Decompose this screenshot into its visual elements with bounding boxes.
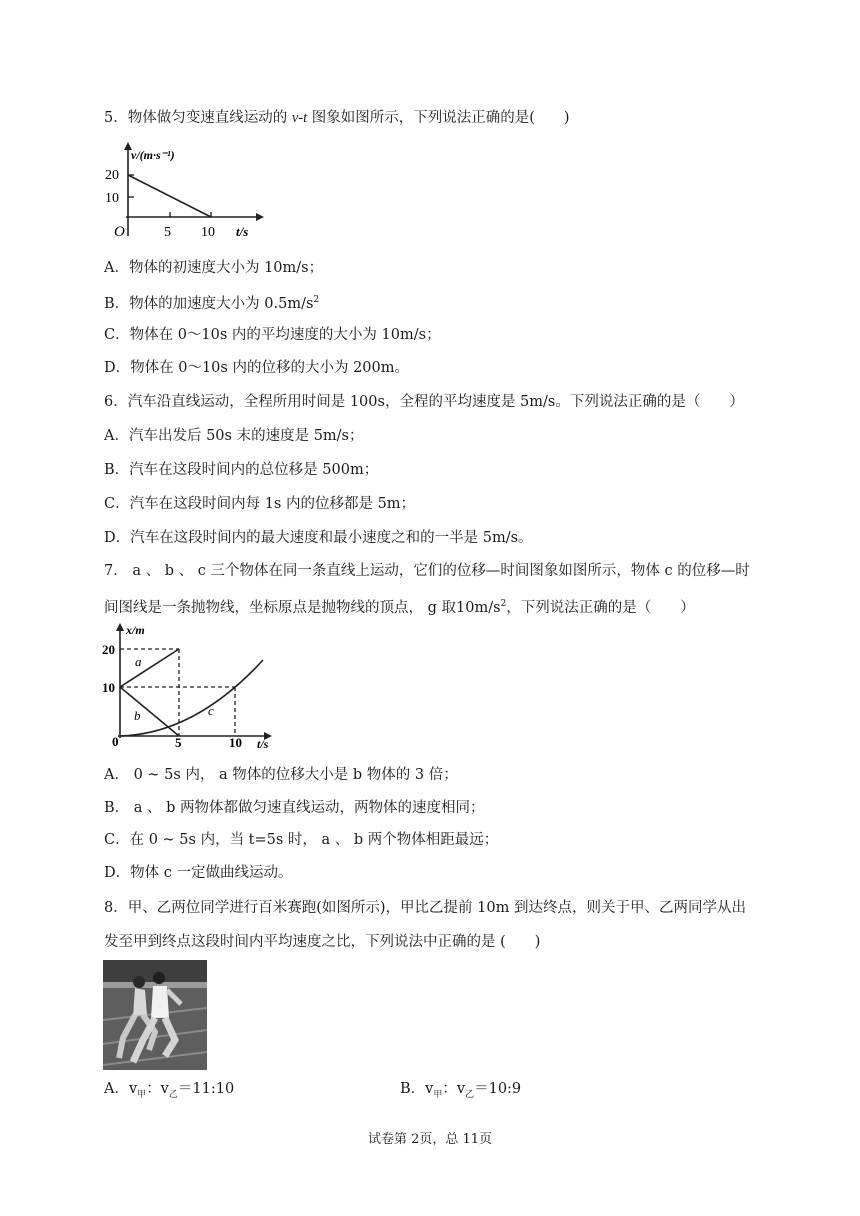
q7-ytick-20: 20 — [102, 642, 115, 657]
q5-option-a: A．物体的初速度大小为 10m/s； — [104, 260, 324, 276]
q5-option-b: B．物体的加速度大小为 $0.5m/s^2$ — [104, 295, 320, 312]
q7-xlabel: t/s — [257, 737, 269, 751]
q7-label-c: c — [208, 703, 214, 718]
q7-origin: 0 — [112, 734, 119, 749]
q7-label-b: b — [134, 708, 141, 723]
q5-stem: 5．物体做匀变速直线运动的 v-t 图象如图所示，下列说法正确的是( ) — [104, 110, 570, 126]
q7-ytick-10: 10 — [102, 680, 115, 695]
q5-option-d: D．物体在 0～10s 内的位移的大小为 200m。 — [104, 360, 409, 376]
q5-xtick-10: 10 — [201, 225, 215, 240]
q5-ytick-10: 10 — [105, 191, 119, 206]
q7-stem-line1: 7． a 、 b 、 c 三个物体在同一条直线上运动，它们的位移—时间图象如图所示，物体 c 的位移—时 — [104, 563, 750, 579]
q7-ylabel: x/m — [126, 623, 145, 637]
q7-option-b: B． a 、 b 两物体都做匀速直线运动，两物体的速度相同； — [104, 800, 485, 816]
q7-xtick-5: 5 — [175, 735, 182, 750]
q7-line-a — [120, 649, 179, 687]
q5-vt-graph — [105, 140, 268, 245]
q6-option-d: D．汽车在这段时间内的最大速度和最小速度之和的一半是 5m/s。 — [104, 530, 533, 546]
q7-option-a: A． 0 ~ 5s 内， a 物体的位移大小是 b 物体的 3 倍； — [104, 767, 458, 783]
q7-xt-graph — [100, 620, 280, 755]
sprint-race-photo — [103, 960, 207, 1070]
q6-option-c: C．汽车在这段时间内每 1s 内的位移都是 5m； — [104, 496, 416, 512]
q8-stem-line1: 8．甲、乙两位同学进行百米赛跑(如图所示)，甲比乙提前 10m 到达终点，则关于甲、乙两同学从出 — [104, 900, 746, 916]
q7-option-d: D．物体 c 一定做曲线运动。 — [104, 865, 293, 881]
q7-label-a: a — [135, 654, 142, 669]
q5-option-c: C．物体在 0～10s 内的平均速度的大小为 10m/s； — [104, 327, 441, 343]
q7-curve-c — [120, 660, 263, 736]
q5-xtick-5: 5 — [164, 225, 171, 240]
page-footer: 试卷第 2页，总 11页 — [367, 1132, 493, 1147]
q7-option-c: C．在 0 ~ 5s 内，当 t=5s 时， a 、 b 两个物体相距最远； — [104, 832, 499, 848]
q8-option-a: A．$v_甲$：$v_乙=11:10$ — [104, 1081, 235, 1100]
q7-xtick-10: 10 — [229, 735, 242, 750]
q6-stem: 6．汽车沿直线运动，全程所用时间是 100s，全程的平均速度是 5m/s。下列说法正确的是（ ） — [104, 394, 744, 410]
q5-xlabel: t/s — [236, 224, 249, 239]
q6-option-b: B．汽车在这段时间内的总位移是 500m； — [104, 462, 379, 478]
q5-ytick-20: 20 — [105, 168, 119, 183]
q5-origin: O — [114, 224, 125, 240]
q5-ylabel: v/(m·s⁻¹) — [131, 148, 175, 162]
q6-option-a: A．汽车出发后 50s 末的速度是 5m/s； — [104, 428, 364, 444]
q7-stem-line2: 间图线是一条抛物线，坐标原点是抛物线的顶点， g 取$10m/s^2$，下列说法正确的是（ ） — [104, 599, 695, 616]
q8-stem-line2: 发至甲到终点这段时间内平均速度之比，下列说法中正确的是 ( ) — [104, 934, 541, 950]
q7-line-b — [120, 687, 179, 736]
q8-option-b: B．$v_甲$：$v_乙=10:9$ — [400, 1081, 522, 1100]
